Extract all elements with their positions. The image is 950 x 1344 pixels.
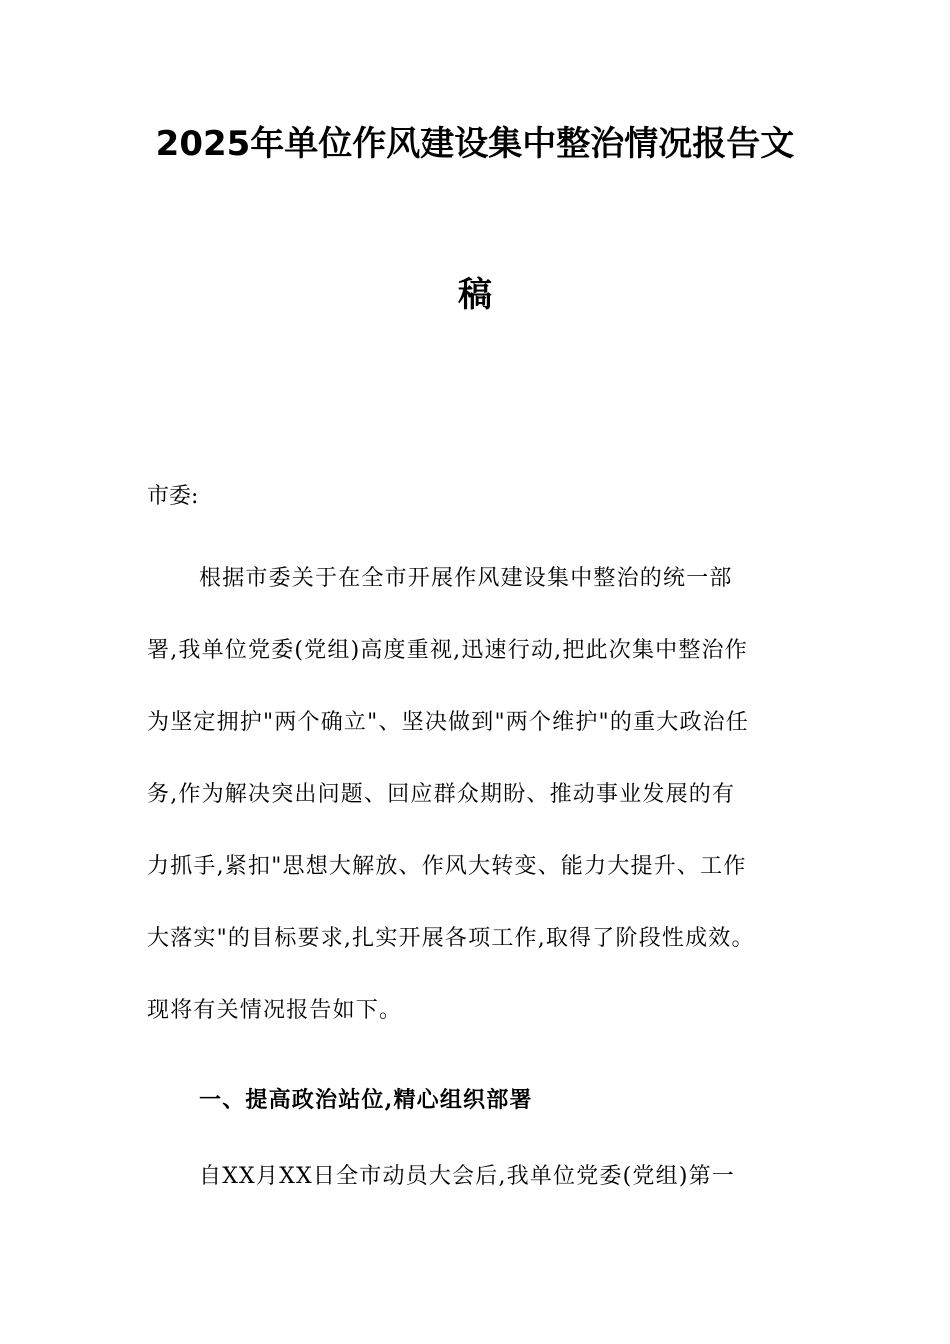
- document-title-line-2: 稿: [458, 275, 492, 315]
- paragraph-line: 自XX月XX日全市动员大会后,我单位党委(党组)第一: [199, 1164, 736, 1189]
- paragraph-line: 为坚定拥护"两个确立"、坚决做到"两个维护"的重大政治任: [147, 710, 750, 735]
- paragraph-line: 现将有关情况报告如下。: [147, 998, 403, 1023]
- paragraph-line: 根据市委关于在全市开展作风建设集中整治的统一部: [199, 566, 733, 591]
- salutation: 市委:: [147, 484, 199, 509]
- section-heading-1: 一、提高政治站位,精心组织部署: [199, 1087, 533, 1113]
- paragraph-line: 署,我单位党委(党组)高度重视,迅速行动,把此次集中整治作: [147, 638, 748, 663]
- paragraph-line: 务,作为解决突出问题、回应群众期盼、推动事业发展的有: [147, 782, 736, 807]
- paragraph-2: [147, 1160, 807, 1232]
- paragraph-line: 力抓手,紧扣"思想大解放、作风大转变、能力大提升、工作: [147, 854, 747, 879]
- paragraph-line: 大落实"的目标要求,扎实开展各项工作,取得了阶段性成效。: [147, 926, 755, 951]
- paragraph-1: [147, 562, 807, 1066]
- document-title-line-1: 2025年单位作风建设集中整治情况报告文: [155, 124, 795, 164]
